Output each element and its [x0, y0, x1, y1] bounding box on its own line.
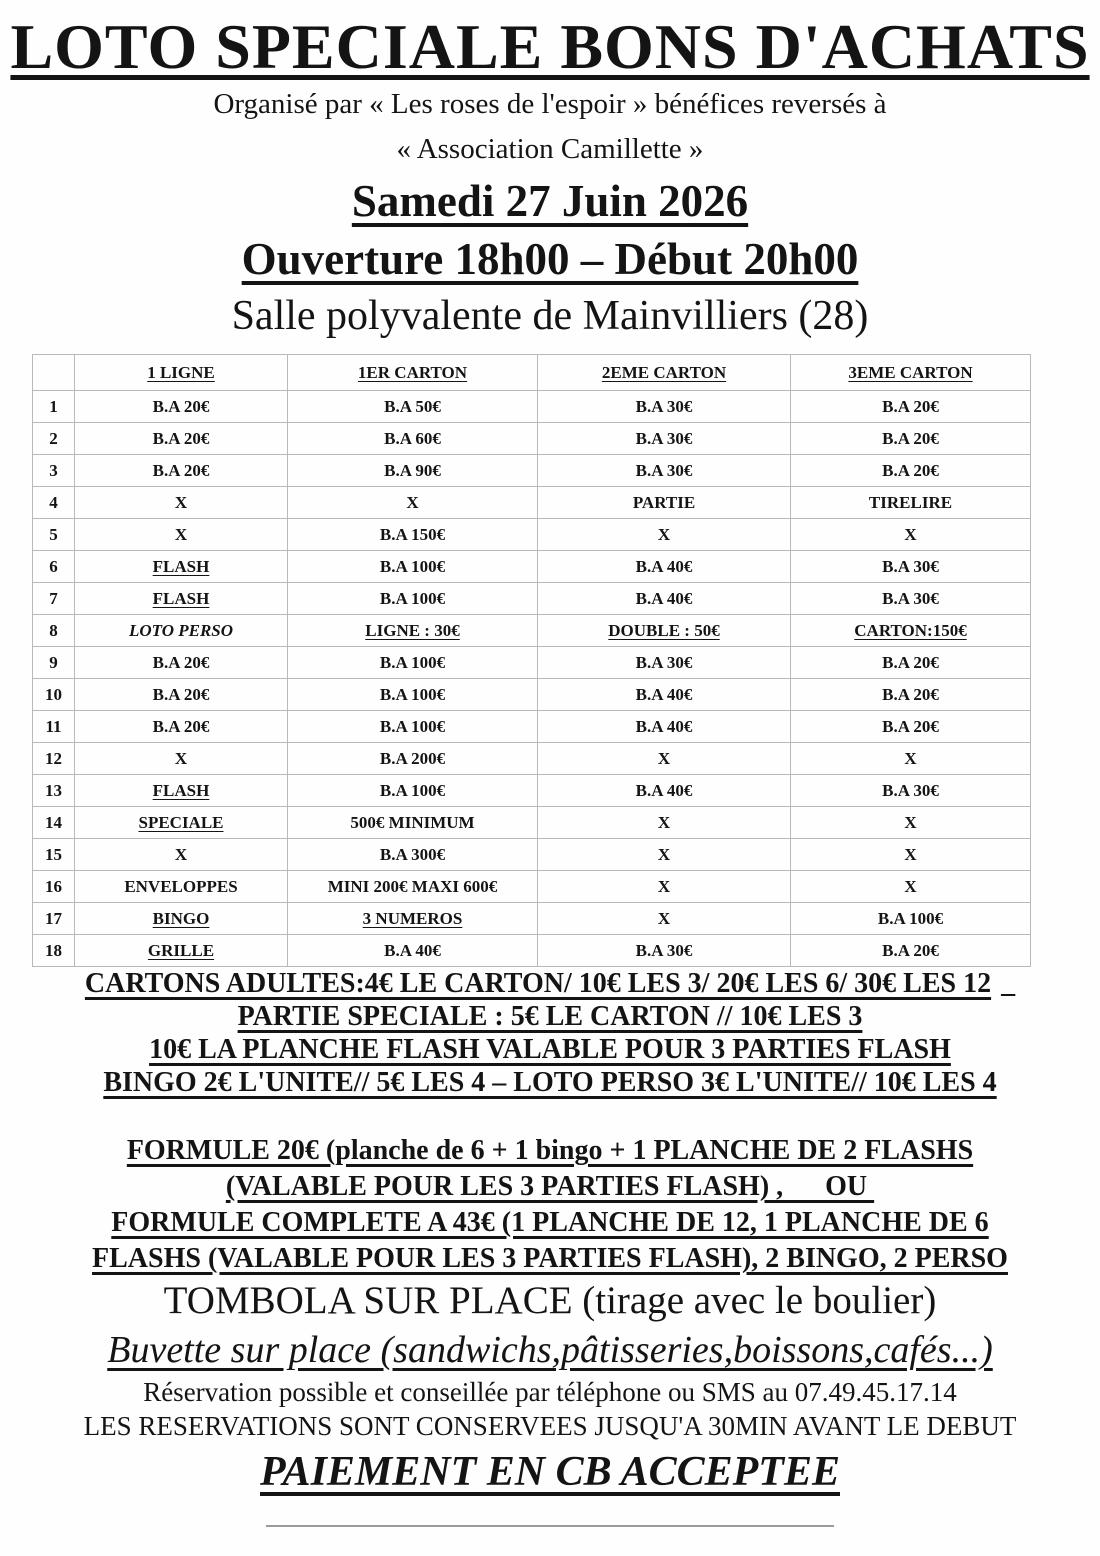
- row-number: 13: [33, 775, 75, 807]
- formule-line-4: FLASHS (VALABLE POUR LES 3 PARTIES FLASH), 2 BINGO, 2 PERSO: [92, 1243, 1008, 1274]
- column-header-2eme-carton: 2EME CARTON: [538, 355, 791, 391]
- prize-cell: B.A 100€: [288, 551, 538, 583]
- prize-cell: X: [75, 743, 288, 775]
- prize-cell: B.A 40€: [538, 551, 791, 583]
- column-header-ligne: 1 LIGNE: [75, 355, 288, 391]
- prize-cell: B.A 30€: [791, 551, 1031, 583]
- event-schedule-text: Ouverture 18h00 – Début 20h00: [241, 234, 859, 284]
- row-number: 14: [33, 807, 75, 839]
- trailing-mark: _: [1001, 968, 1016, 999]
- formules-section: [0, 1133, 1100, 1277]
- table-row: [33, 679, 1031, 711]
- row-number: 2: [33, 423, 75, 455]
- row-number: 7: [33, 583, 75, 615]
- prize-cell: X: [75, 487, 288, 519]
- row-number: 5: [33, 519, 75, 551]
- prize-cell: FLASH: [75, 775, 288, 807]
- table-row: [33, 519, 1031, 551]
- pricing-line-cartons: CARTONS ADULTES:4€ LE CARTON/ 10€ LES 3/ 20€ LES 6/ 30€ LES 12 _: [84, 968, 1016, 999]
- prize-cell: X: [538, 871, 791, 903]
- prize-cell: X: [75, 839, 288, 871]
- prize-cell: MINI 200€ MAXI 600€: [288, 871, 538, 903]
- prize-cell: B.A 30€: [538, 423, 791, 455]
- prize-table: [32, 354, 1031, 967]
- prize-cell: SPECIALE: [75, 807, 288, 839]
- row-number: 8: [33, 615, 75, 647]
- prize-cell: B.A 50€: [288, 391, 538, 423]
- reservation-line: Réservation possible et conseillée par téléphone ou SMS au 07.49.45.17.14: [143, 1377, 957, 1407]
- prize-cell: TIRELIRE: [791, 487, 1031, 519]
- prize-cell: X: [538, 807, 791, 839]
- separator-rule: [266, 1525, 834, 1527]
- table-row: [33, 615, 1031, 647]
- prize-cell: B.A 200€: [288, 743, 538, 775]
- table-row: [33, 839, 1031, 871]
- row-number: 15: [33, 839, 75, 871]
- prize-cell: B.A 20€: [75, 423, 288, 455]
- prize-cell: B.A 20€: [791, 935, 1031, 967]
- prize-cell: B.A 100€: [288, 711, 538, 743]
- row-number: 18: [33, 935, 75, 967]
- prize-cell: X: [538, 743, 791, 775]
- prize-cell: B.A 20€: [791, 711, 1031, 743]
- table-row: [33, 711, 1031, 743]
- pricing-line-speciale: PARTIE SPECIALE : 5€ LE CARTON // 10€ LES 3: [237, 1001, 863, 1032]
- prize-cell: B.A 20€: [75, 391, 288, 423]
- table-row: [33, 551, 1031, 583]
- page-title-text: LOTO SPECIALE BONS D'ACHATS: [10, 11, 1090, 82]
- organizer-line-2: « Association Camillette »: [396, 133, 704, 165]
- prize-cell: FLASH: [75, 551, 288, 583]
- table-row: [33, 487, 1031, 519]
- prize-cell: B.A 20€: [791, 679, 1031, 711]
- page-title: [0, 12, 1100, 82]
- prize-cell: B.A 20€: [75, 647, 288, 679]
- row-number: 10: [33, 679, 75, 711]
- pricing-line-bingo-perso: BINGO 2€ L'UNITE// 5€ LES 4 – LOTO PERSO 3€ L'UNITE// 10€ LES 4: [103, 1067, 997, 1098]
- prize-cell: B.A 30€: [538, 391, 791, 423]
- table-row: [33, 807, 1031, 839]
- prize-cell: B.A 20€: [75, 679, 288, 711]
- column-header-1er-carton: 1ER CARTON: [288, 355, 538, 391]
- prize-cell: B.A 100€: [791, 903, 1031, 935]
- prize-cell: LIGNE : 30€: [288, 615, 538, 647]
- prize-cell: X: [791, 743, 1031, 775]
- row-number: 17: [33, 903, 75, 935]
- corner-cell: [33, 355, 75, 391]
- table-row: [33, 583, 1031, 615]
- table-row: [33, 647, 1031, 679]
- prize-cell: B.A 30€: [791, 583, 1031, 615]
- prize-cell: B.A 20€: [791, 391, 1031, 423]
- prize-cell: X: [791, 519, 1031, 551]
- row-number: 9: [33, 647, 75, 679]
- prize-cell: CARTON:150€: [791, 615, 1031, 647]
- prize-cell: B.A 30€: [791, 775, 1031, 807]
- table-row: [33, 423, 1031, 455]
- prize-cell: B.A 40€: [538, 583, 791, 615]
- event-date: [0, 172, 1100, 230]
- table-row: [33, 903, 1031, 935]
- prize-table-body: [33, 391, 1031, 967]
- prize-cell: GRILLE: [75, 935, 288, 967]
- prize-cell: B.A 20€: [75, 711, 288, 743]
- column-header-3eme-carton: 3EME CARTON: [791, 355, 1031, 391]
- prize-cell: B.A 40€: [538, 679, 791, 711]
- prize-cell: DOUBLE : 50€: [538, 615, 791, 647]
- prize-cell: B.A 100€: [288, 647, 538, 679]
- reservation-keep-line: LES RESERVATIONS SONT CONSERVEES JUSQU'A 30MIN AVANT LE DEBUT: [83, 1411, 1017, 1441]
- prize-cell: B.A 40€: [538, 711, 791, 743]
- table-row: [33, 455, 1031, 487]
- event-date-text: Samedi 27 Juin 2026: [351, 176, 749, 226]
- row-number: 3: [33, 455, 75, 487]
- buvette-line: Buvette sur place (sandwichs,pâtisseries,boissons,cafés...): [107, 1329, 993, 1371]
- prize-cell: B.A 20€: [75, 455, 288, 487]
- prize-cell: B.A 20€: [791, 423, 1031, 455]
- prize-cell: PARTIE: [538, 487, 791, 519]
- prize-cell: B.A 20€: [791, 455, 1031, 487]
- formule-line-3: FORMULE COMPLETE A 43€ (1 PLANCHE DE 12, 1 PLANCHE DE 6: [111, 1207, 989, 1238]
- row-number: 1: [33, 391, 75, 423]
- table-row: [33, 935, 1031, 967]
- prize-cell: X: [791, 839, 1031, 871]
- table-row: [33, 775, 1031, 807]
- table-row: [33, 391, 1031, 423]
- formule-line-1: FORMULE 20€ (planche de 6 + 1 bingo + 1 PLANCHE DE 2 FLASHS: [126, 1135, 974, 1166]
- row-number: 11: [33, 711, 75, 743]
- prize-cell: X: [791, 807, 1031, 839]
- event-schedule: [0, 230, 1100, 288]
- prize-cell: B.A 40€: [288, 935, 538, 967]
- table-header-row: [33, 355, 1031, 391]
- pricing-line-flash: 10€ LA PLANCHE FLASH VALABLE POUR 3 PARTIES FLASH: [149, 1034, 951, 1065]
- row-number: 6: [33, 551, 75, 583]
- prize-cell: B.A 40€: [538, 775, 791, 807]
- organizer-line-1: Organisé par « Les roses de l'espoir » bénéfices reversés à: [213, 88, 887, 120]
- prize-cell: X: [791, 871, 1031, 903]
- prize-cell: LOTO PERSO: [75, 615, 288, 647]
- prize-cell: B.A 30€: [538, 935, 791, 967]
- prize-cell: B.A 100€: [288, 583, 538, 615]
- formule-line-2: (VALABLE POUR LES 3 PARTIES FLASH) , OU: [225, 1171, 875, 1202]
- prize-cell: B.A 90€: [288, 455, 538, 487]
- table-row: [33, 871, 1031, 903]
- pricing-section: [0, 967, 1100, 1099]
- prize-cell: B.A 100€: [288, 679, 538, 711]
- prize-cell: BINGO: [75, 903, 288, 935]
- prize-cell: 500€ MINIMUM: [288, 807, 538, 839]
- prize-cell: ENVELOPPES: [75, 871, 288, 903]
- prize-cell: X: [538, 839, 791, 871]
- prize-cell: X: [75, 519, 288, 551]
- prize-cell: X: [538, 903, 791, 935]
- row-number: 16: [33, 871, 75, 903]
- payment-line: PAIEMENT EN CB ACCEPTEE: [260, 1449, 840, 1495]
- prize-cell: B.A 150€: [288, 519, 538, 551]
- row-number: 4: [33, 487, 75, 519]
- prize-cell: B.A 60€: [288, 423, 538, 455]
- prize-cell: 3 NUMEROS: [288, 903, 538, 935]
- prize-cell: B.A 30€: [538, 647, 791, 679]
- event-venue: Salle polyvalente de Mainvilliers (28): [231, 293, 869, 339]
- prize-cell: B.A 20€: [791, 647, 1031, 679]
- prize-cell: B.A 300€: [288, 839, 538, 871]
- table-row: [33, 743, 1031, 775]
- tombola-line: TOMBOLA SUR PLACE (tirage avec le boulier): [163, 1279, 937, 1322]
- prize-cell: FLASH: [75, 583, 288, 615]
- prize-cell: X: [288, 487, 538, 519]
- row-number: 12: [33, 743, 75, 775]
- prize-cell: X: [538, 519, 791, 551]
- prize-cell: B.A 30€: [538, 455, 791, 487]
- prize-cell: B.A 100€: [288, 775, 538, 807]
